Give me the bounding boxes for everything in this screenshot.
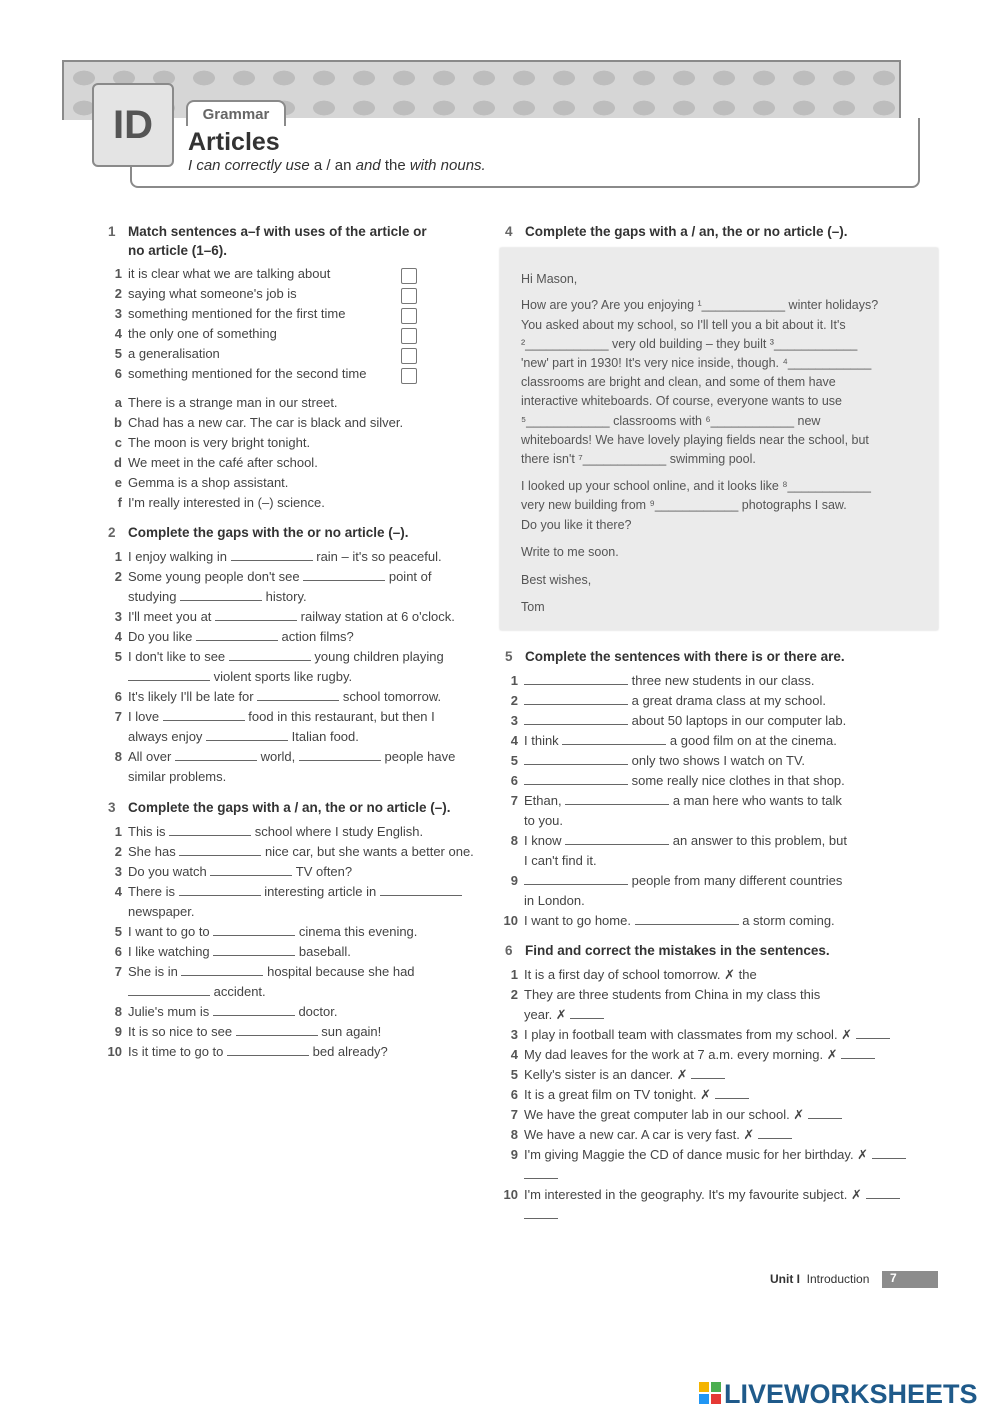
answer-gap[interactable] (524, 674, 628, 685)
ex1-use-item (106, 306, 346, 321)
letter-line (521, 545, 619, 559)
answer-gap[interactable] (128, 670, 210, 681)
ex4-instructions: 4 Complete the gaps with a / an, the or no article (–). (505, 224, 848, 239)
letter-text: very new building from ⁹____________ photographs I saw. (521, 498, 847, 512)
ex2-item (106, 669, 352, 684)
item-text: Some young people don't see (128, 569, 304, 584)
item-letter: d (114, 455, 122, 470)
item-number: 1 (510, 673, 518, 688)
item-text: She is in (128, 964, 182, 979)
ex2-item (106, 709, 435, 724)
item-text: about 50 laptops in our computer lab. (628, 713, 847, 728)
item-number: 2 (510, 987, 518, 1002)
answer-gap[interactable] (565, 834, 669, 845)
item-letter: c (114, 435, 122, 450)
answer-text: the (738, 967, 757, 982)
letter-text: Best wishes, (521, 573, 592, 587)
letter-line (521, 318, 846, 332)
page-number: 7 (882, 1271, 938, 1288)
item-number: 9 (510, 873, 518, 888)
letter-line (521, 298, 878, 312)
item-text: There is a strange man in our street. (128, 395, 338, 410)
answer-gap[interactable] (215, 610, 297, 621)
letter-line (521, 337, 857, 351)
ex2-item (106, 689, 441, 704)
item-number: 4 (510, 733, 518, 748)
item-text: I enjoy walking in (128, 549, 231, 564)
item-text: action films? (277, 629, 354, 644)
item-text: Ethan, (524, 793, 566, 808)
answer-gap[interactable] (257, 690, 339, 701)
liveworksheets-logo-icon (698, 1381, 722, 1405)
ex6-item (502, 1127, 792, 1143)
ex1-sentence-item (106, 415, 403, 430)
item-text: it is clear what we are talking about (128, 266, 331, 281)
ex1-use-item (106, 266, 330, 281)
item-number: 3 (510, 713, 518, 728)
ex6-item (502, 1107, 842, 1123)
item-number: 6 (114, 944, 122, 959)
match-box[interactable] (401, 368, 417, 384)
answer-gap[interactable] (524, 1168, 558, 1179)
letter-line (521, 414, 820, 428)
item-number: 2 (114, 844, 122, 859)
ex6-item (502, 1027, 890, 1043)
ex3-instructions: 3 Complete the gaps with a / an, the or no article (–). (108, 800, 451, 815)
ex5-item (502, 833, 847, 848)
item-number: 10 (503, 913, 518, 928)
item-text: I can't find it. (524, 853, 597, 868)
answer-gap[interactable] (236, 1025, 318, 1036)
item-number: 5 (114, 924, 122, 939)
item-text: Chad has a new car. The car is black and silver. (128, 415, 404, 430)
answer-gap[interactable] (303, 570, 385, 581)
item-number: 6 (510, 773, 518, 788)
item-text: We meet in the café after school. (128, 455, 318, 470)
letter-text: Write to me soon. (521, 545, 619, 559)
item-text: a great drama class at my school. (628, 693, 826, 708)
item-text: studying (128, 589, 181, 604)
item-text: Do you watch (128, 864, 211, 879)
ex5-item (502, 713, 846, 728)
ex5-item (502, 793, 842, 808)
ex3-item (106, 824, 423, 839)
item-number: 1 (114, 549, 122, 564)
letter-text: Do you like it there? (521, 518, 632, 532)
item-number: 8 (114, 1004, 122, 1019)
item-text: accident. (210, 984, 266, 999)
item-number: 3 (114, 306, 122, 321)
item-text: three new students in our class. (628, 673, 815, 688)
ex1-use-item (106, 346, 220, 361)
answer-gap[interactable] (524, 1208, 558, 1219)
item-text: It is a great film on TV tonight. ✗ (524, 1087, 715, 1102)
ex2-item (106, 749, 455, 764)
ex3-item (106, 964, 415, 979)
answer-gap[interactable] (570, 1008, 604, 1019)
item-text: an answer to this problem, but (669, 833, 847, 848)
match-box[interactable] (401, 308, 417, 324)
item-text: nice car, but she wants a better one. (261, 844, 474, 859)
ex2-item (106, 729, 359, 744)
item-text: doctor. (294, 1004, 338, 1019)
ex2-item (106, 549, 442, 564)
item-letter: b (114, 415, 122, 430)
item-text: I want to go home. (524, 913, 635, 928)
item-text: young children playing (310, 649, 444, 664)
answer-gap[interactable] (229, 650, 311, 661)
ex6-item (502, 987, 820, 1002)
item-number: 6 (114, 366, 122, 381)
answer-gap[interactable] (227, 1045, 309, 1056)
answer-gap[interactable] (872, 1148, 906, 1159)
item-text: food in this restaurant, but then I (244, 709, 435, 724)
ex2-item (106, 569, 432, 584)
ex2-item (106, 769, 226, 784)
ex6-item (502, 1147, 906, 1163)
item-number: 2 (114, 286, 122, 301)
answer-gap[interactable] (691, 1068, 725, 1079)
answer-gap[interactable] (524, 874, 628, 885)
item-text: bed already? (309, 1044, 388, 1059)
item-text: only two shows I watch on TV. (628, 753, 806, 768)
answer-gap[interactable] (179, 845, 261, 856)
letter-line (521, 433, 869, 447)
answer-gap[interactable] (524, 694, 628, 705)
answer-gap[interactable] (866, 1188, 900, 1199)
item-text: people have (380, 749, 456, 764)
answer-gap[interactable] (181, 965, 263, 976)
ex3-item (106, 844, 474, 859)
ex5-item (502, 753, 805, 768)
item-number: 2 (114, 569, 122, 584)
item-number: 5 (510, 753, 518, 768)
letter-text: whiteboards! We have lovely playing fields near the school, but (521, 433, 869, 447)
ex6-item (502, 1007, 604, 1023)
item-text: a man here who wants to talk (669, 793, 842, 808)
letter-text: ⁵____________ classrooms with ⁶____________ new (521, 414, 821, 428)
item-text: I'm giving Maggie the CD of dance music for her birthday. ✗ (524, 1147, 872, 1162)
answer-gap[interactable] (635, 914, 739, 925)
letter-text: You asked about my school, so I'll tell you a bit about it. It's (521, 318, 846, 332)
answer-gap[interactable] (128, 985, 210, 996)
ex3-item (106, 884, 462, 899)
ex6-item (502, 967, 757, 983)
answer-gap[interactable] (299, 750, 381, 761)
item-text: hospital because she had (263, 964, 415, 979)
answer-gap[interactable] (180, 590, 262, 601)
item-text: There is (128, 884, 179, 899)
ex1-sentence-item (106, 435, 310, 450)
item-text: a generalisation (128, 346, 220, 361)
item-number: 9 (510, 1147, 518, 1162)
ex5-instructions: 5 Complete the sentences with there is or there are. (505, 649, 845, 664)
answer-gap[interactable] (169, 825, 251, 836)
item-number: 8 (114, 749, 122, 764)
item-number: 5 (114, 649, 122, 664)
letter-line (521, 394, 842, 408)
item-text: I play in football team with classmates from my school. ✗ (524, 1027, 856, 1042)
page-subtitle: I can correctly use a / an and the with nouns. (188, 157, 486, 174)
item-text: always enjoy (128, 729, 207, 744)
answer-gap[interactable] (715, 1088, 749, 1099)
answer-gap[interactable] (565, 794, 669, 805)
ex1-instructions-2: no article (1–6). (128, 243, 228, 258)
item-text: This is (128, 824, 170, 839)
item-text: They are three students from China in my class this (524, 987, 821, 1002)
answer-gap[interactable] (163, 710, 245, 721)
item-text: We have the great computer lab in our school. ✗ (524, 1107, 808, 1122)
item-text: railway station at 6 o'clock. (297, 609, 455, 624)
page-title: Articles (188, 128, 280, 156)
match-box[interactable] (401, 268, 417, 284)
ex1-sentence-item (106, 495, 325, 510)
answer-gap[interactable] (213, 945, 295, 956)
item-text: baseball. (295, 944, 351, 959)
item-text: in London. (524, 893, 585, 908)
ex1-use-item (106, 286, 297, 301)
ex1-sentence-item (106, 455, 318, 470)
item-text: She has (128, 844, 180, 859)
ex2-item (106, 589, 307, 604)
ex3-item (106, 944, 351, 959)
item-number: 6 (510, 1087, 518, 1102)
item-text: school tomorrow. (339, 689, 442, 704)
item-text: some really nice clothes in that shop. (628, 773, 845, 788)
ex6-item (502, 1067, 725, 1083)
item-text: Gemma is a shop assistant. (128, 475, 289, 490)
item-number: 1 (510, 967, 518, 982)
footer-unit: Unit I Introduction (770, 1272, 870, 1286)
item-text: a storm coming. (738, 913, 835, 928)
item-text: I know (524, 833, 566, 848)
answer-gap[interactable] (856, 1028, 890, 1039)
item-text: It is so nice to see (128, 1024, 236, 1039)
ex1-use-item (106, 326, 277, 341)
item-text: school where I study English. (251, 824, 424, 839)
item-text: I'm interested in the geography. It's my favourite subject. ✗ (524, 1187, 866, 1202)
ex3-item (106, 1004, 337, 1019)
ex5-item (502, 773, 845, 788)
item-letter: f (117, 495, 122, 510)
answer-gap[interactable] (562, 734, 666, 745)
ex3-item (106, 984, 266, 999)
item-number: 6 (114, 689, 122, 704)
ex3-item (106, 864, 352, 879)
ex6-item (502, 1047, 875, 1063)
item-text: The moon is very bright tonight. (128, 435, 311, 450)
item-number: 3 (114, 609, 122, 624)
item-text: Italian food. (288, 729, 359, 744)
letter-line (521, 272, 577, 286)
answer-gap[interactable] (841, 1048, 875, 1059)
item-number: 5 (114, 346, 122, 361)
item-number: 4 (510, 1047, 518, 1062)
item-text: Kelly's sister is an dancer. ✗ (524, 1067, 692, 1082)
answer-gap[interactable] (213, 925, 295, 936)
answer-gap[interactable] (380, 885, 462, 896)
item-number: 7 (114, 709, 122, 724)
item-text: TV often? (292, 864, 353, 879)
item-number: 1 (114, 824, 122, 839)
letter-text: How are you? Are you enjoying ¹____________ winter holidays? (521, 298, 879, 312)
ex5-item (502, 693, 826, 708)
item-text: point of (385, 569, 432, 584)
letter-line (521, 375, 836, 389)
answer-gap[interactable] (808, 1108, 842, 1119)
ex5-item (502, 893, 585, 908)
answer-gap[interactable] (524, 754, 628, 765)
item-text: I don't like to see (128, 649, 229, 664)
item-text: world, (256, 749, 299, 764)
answer-gap[interactable] (179, 885, 261, 896)
ex3-item (106, 1024, 381, 1039)
letter-text: interactive whiteboards. Of course, everyone wants to use (521, 394, 842, 408)
item-text: rain – it's so peaceful. (312, 549, 442, 564)
item-text: Is it time to go to (128, 1044, 227, 1059)
answer-gap[interactable] (175, 750, 257, 761)
letter-line (521, 573, 591, 587)
ex2-instructions: 2 Complete the gaps with the or no article (–). (108, 525, 409, 540)
item-number: 7 (114, 964, 122, 979)
match-box[interactable] (401, 288, 417, 304)
ex5-item (502, 913, 835, 928)
letter-text: classrooms are bright and clean, and some of them have (521, 375, 836, 389)
lesson-code: ID (92, 83, 174, 167)
ex1-sentence-item (106, 395, 338, 410)
match-box[interactable] (401, 328, 417, 344)
ex6-instructions: 6 Find and correct the mistakes in the sentences. (505, 943, 830, 958)
item-number: 3 (114, 864, 122, 879)
item-letter: e (114, 475, 122, 490)
item-text: Do you like (128, 629, 196, 644)
letter-text: Tom (521, 600, 545, 614)
letter-line (521, 600, 545, 614)
item-text: It is a first day of school tomorrow. ✗ (524, 967, 739, 982)
item-number: 4 (114, 326, 122, 341)
item-text: I'm really interested in (–) science. (128, 495, 325, 510)
item-text: saying what someone's job is (128, 286, 297, 301)
ex5-item (502, 813, 563, 828)
letter-line (521, 452, 756, 466)
letter-line (521, 356, 871, 370)
item-number: 10 (107, 1044, 122, 1059)
item-text: violent sports like rugby. (210, 669, 353, 684)
item-number: 9 (114, 1024, 122, 1039)
item-number: 8 (510, 833, 518, 848)
item-number: 2 (510, 693, 518, 708)
ex5-item (502, 853, 597, 868)
letter-text: Hi Mason, (521, 272, 578, 286)
item-number: 4 (114, 884, 122, 899)
item-text: I want to go to (128, 924, 214, 939)
item-text: something mentioned for the second time (128, 366, 367, 381)
ex5-item (502, 873, 842, 888)
item-text: We have a new car. A car is very fast. ✗ (524, 1127, 758, 1142)
item-text: I'll meet you at (128, 609, 216, 624)
answer-gap[interactable] (196, 630, 278, 641)
item-number: 7 (510, 1107, 518, 1122)
ex6-item (502, 1167, 558, 1182)
item-number: 7 (510, 793, 518, 808)
item-text: to you. (524, 813, 564, 828)
item-text: year. ✗ (524, 1007, 571, 1022)
item-text: history. (262, 589, 307, 604)
brand-wordmark: LIVEWORKSHEETS (724, 1379, 978, 1409)
letter-text: 'new' part in 1930! It's very nice inside, though. ⁴____________ (521, 356, 872, 370)
ex1-instructions: 1 Match sentences a–f with uses of the article or (108, 224, 427, 239)
ex3-item (106, 1044, 388, 1059)
item-text: I think (524, 733, 563, 748)
ex3-item (106, 904, 195, 919)
ex6-item (502, 1087, 749, 1103)
item-text: It's likely I'll be late for (128, 689, 258, 704)
item-text: I love (128, 709, 163, 724)
letter-line (521, 479, 871, 493)
item-text: similar problems. (128, 769, 227, 784)
answer-gap[interactable] (231, 550, 313, 561)
item-number: 8 (510, 1127, 518, 1142)
letter-line (521, 498, 847, 512)
item-text: something mentioned for the first time (128, 306, 346, 321)
letter-line (521, 518, 631, 532)
item-text: Julie's mum is (128, 1004, 213, 1019)
ex1-sentence-item (106, 475, 288, 490)
item-number: 1 (114, 266, 122, 281)
answer-gap[interactable] (210, 865, 292, 876)
ex5-item (502, 733, 837, 748)
ex5-item (502, 673, 814, 688)
item-text: people from many different countries (628, 873, 843, 888)
item-text: interesting article in (260, 884, 380, 899)
item-number: 3 (510, 1027, 518, 1042)
item-text: cinema this evening. (295, 924, 418, 939)
ex6-item (502, 1187, 900, 1203)
item-text: a good film on at the cinema. (666, 733, 837, 748)
ex2-item (106, 649, 444, 664)
letter-text: there isn't ⁷____________ swimming pool. (521, 452, 756, 466)
ex6-item (502, 1207, 558, 1222)
item-text: My dad leaves for the work at 7 a.m. every morning. ✗ (524, 1047, 842, 1062)
letter-text: I looked up your school online, and it looks like ⁸____________ (521, 479, 871, 493)
match-box[interactable] (401, 348, 417, 364)
answer-gap[interactable] (213, 1005, 295, 1016)
item-number: 5 (510, 1067, 518, 1082)
item-number: 4 (114, 629, 122, 644)
answer-gap[interactable] (524, 774, 628, 785)
ex1-use-item (106, 366, 366, 381)
answer-gap[interactable] (524, 714, 628, 725)
item-text: I like watching (128, 944, 214, 959)
ex2-item (106, 629, 354, 644)
grammar-tab: Grammar (186, 100, 286, 126)
answer-gap[interactable] (758, 1128, 792, 1139)
item-text: the only one of something (128, 326, 277, 341)
ex2-item (106, 609, 455, 624)
item-letter: a (114, 395, 122, 410)
letter-text: ²____________ very old building – they built ³____________ (521, 337, 858, 351)
ex3-item (106, 924, 417, 939)
item-text: newspaper. (128, 904, 195, 919)
answer-gap[interactable] (206, 730, 288, 741)
item-number: 10 (503, 1187, 518, 1202)
item-text: sun again! (317, 1024, 382, 1039)
item-text: All over (128, 749, 175, 764)
